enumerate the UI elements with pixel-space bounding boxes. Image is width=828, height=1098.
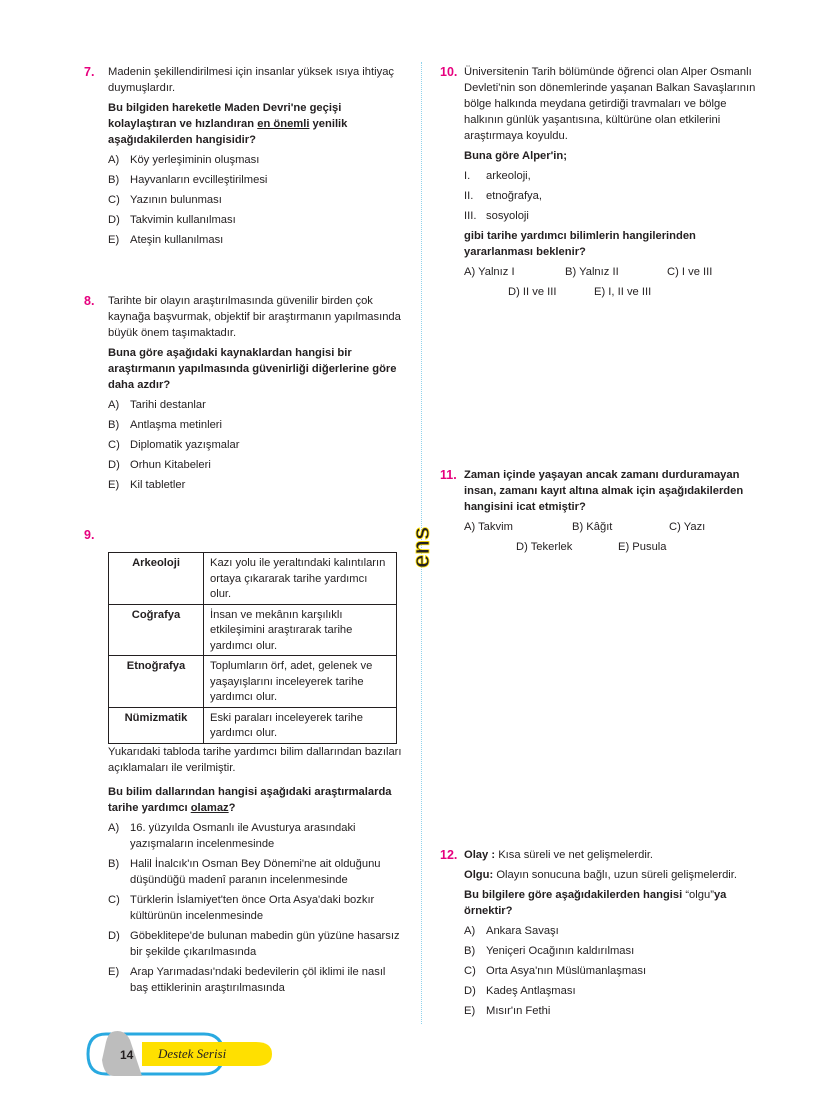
- option: E) I, II ve III: [594, 286, 652, 298]
- option: E) Ateşin kullanılması: [108, 234, 224, 246]
- question-prompt: Zaman içinde yaşayan ancak zamanı durduramayan insan, zamanı kayıt altına almak için aşağıdakilerden hangisini icat etmiştir?: [464, 469, 744, 513]
- question-12: [440, 847, 760, 1023]
- option: B) Hayvanların evcilleştirilmesi: [108, 174, 268, 186]
- option: A) Yalnız I: [464, 266, 515, 278]
- question-10: [440, 64, 760, 304]
- svg-text:ens: ens: [408, 526, 434, 568]
- option: A) Takvim: [464, 521, 513, 533]
- question-11: [440, 467, 760, 559]
- question-prompt: Bu bilim dallarından hangisi aşağıdaki araştırmalarda tarihe yardımcı olamaz?: [108, 785, 392, 814]
- definition-olgu: Olgu: Olayın sonucuna bağlı, uzun süreli gelişmelerdir.: [464, 869, 737, 881]
- option: C) Yazı: [669, 521, 706, 533]
- question-stem: Üniversitenin Tarih bölümünde öğrenci olan Alper Osmanlı Devleti'nin son dönemlerinde yaşanan Balkan Savaşlarının bölge halkında meydana getirdiği travmaları ve bölge halkının günlük yaşantısına, kültürüne olan etkilerini araştırmaya koyuldu.: [464, 66, 756, 142]
- question-9: [84, 527, 404, 1000]
- question-prompt: Bu bilgiden hareketle Maden Devri'ne geçişi kolaylaştıran ve hızlandıran en önemli yenilik aşağıdakilerden hangisidir?: [108, 102, 348, 146]
- option: B) Antlaşma metinleri: [108, 419, 223, 431]
- question-number: 8.: [84, 294, 95, 308]
- options-row: [464, 284, 760, 300]
- option: E) Pusula: [618, 541, 667, 553]
- table-row: Nümizmatik Eski paraları inceleyerek tarihe yardımcı olur.: [109, 707, 397, 743]
- options: [108, 152, 404, 248]
- question-stem: Tarihte bir olayın araştırılmasında güvenilir birden çok kaynağa başvurmak, objektif bir araştırmanın yapılmasında büyük önem taşımaktadır.: [108, 295, 401, 339]
- option: D) Orhun Kitabeleri: [108, 459, 211, 471]
- question-prompt: Bu bilgilere göre aşağıdakilerden hangisi “olgu”ya örnektir?: [464, 889, 727, 917]
- option: E) Mısır'ın Fethi: [464, 1005, 551, 1017]
- question-7: [84, 64, 404, 252]
- option: E) Arap Yarımadası'ndaki bedevilerin çöl iklimi ile nasıl baş ettiklerinin araştırılmasında: [108, 965, 386, 994]
- option: D) Tekerlek: [516, 541, 573, 553]
- question-number: 7.: [84, 65, 95, 79]
- options: [108, 820, 404, 996]
- option: A) Köy yerleşiminin oluşması: [108, 154, 260, 166]
- question-stem: Madenin şekillendirilmesi için insanlar yüksek ısıya ihtiyaç duymuşlardır.: [108, 66, 395, 94]
- question-prompt: gibi tarihe yardımcı bilimlerin hangilerinden yararlanması beklenir?: [464, 230, 696, 258]
- question-number: 10.: [440, 65, 458, 79]
- option: A) Ankara Savaşı: [464, 925, 559, 937]
- footer-badge: [84, 1030, 284, 1078]
- options-row: [464, 264, 760, 280]
- option: C) Diplomatik yazışmalar: [108, 439, 240, 451]
- table-row: Arkeoloji Kazı yolu ile yeraltındaki kalıntıların ortaya çıkararak tarihe yardımcı olur.: [109, 553, 397, 605]
- option: B) Kâğıt: [572, 521, 613, 533]
- option: B) Yalnız II: [565, 266, 619, 278]
- option: B) Yeniçeri Ocağının kaldırılması: [464, 945, 635, 957]
- options-row: [464, 539, 760, 555]
- page-footer: [84, 1030, 284, 1078]
- question-number: 12.: [440, 848, 458, 862]
- list-item: I. arkeoloji,: [464, 170, 531, 182]
- option: E) Kil tabletler: [108, 479, 186, 491]
- option: A) Tarihi destanlar: [108, 399, 206, 411]
- options-row: [464, 519, 760, 535]
- list-item: III. sosyoloji: [464, 210, 529, 222]
- option: B) Halil İnalcık'ın Osman Bey Dönemi'ne ait olduğunu düşündüğü madenî paranın incelenmesinde: [108, 857, 381, 886]
- option: D) Kadeş Antlaşması: [464, 985, 576, 997]
- option: C) Yazının bulunması: [108, 194, 222, 206]
- brand-logo: [408, 524, 434, 570]
- option: D) Takvimin kullanılması: [108, 214, 236, 226]
- option: C) Orta Asya'nın Müslümanlaşması: [464, 965, 647, 977]
- page-number: 14: [120, 1048, 134, 1062]
- option: D) II ve III: [508, 286, 557, 298]
- option: C) Türklerin İslamiyet'ten önce Orta Asya'daki bozkır kültürünün incelenmesinde: [108, 893, 375, 922]
- option: D) Göbeklitepe'de bulunan mabedin gün yüzüne hasarsız bir şekilde çıkarılmasında: [108, 929, 400, 958]
- options: [464, 923, 760, 1019]
- definition-olay: Olay : Kısa süreli ve net gelişmelerdir.: [464, 849, 654, 861]
- definition-table: [108, 552, 397, 744]
- options: [108, 397, 404, 493]
- question-stem: Yukarıdaki tabloda tarihe yardımcı bilim dallarından bazıları açıklamaları ile verilmiştir.: [108, 745, 402, 774]
- question-prompt: Buna göre aşağıdaki kaynaklardan hangisi bir araştırmanın yapılmasında güvenirliği diğerlerine göre daha azdır?: [108, 347, 397, 391]
- question-8: [84, 293, 404, 497]
- option: A) 16. yüzyılda Osmanlı ile Avusturya arasındaki yazışmaların incelenmesinde: [108, 821, 356, 850]
- question-lead: Buna göre Alper'in;: [464, 150, 567, 162]
- table-row: Coğrafya İnsan ve mekânın karşılıklı etkileşimini araştırarak tarihe yardımcı olur.: [109, 604, 397, 656]
- option: C) I ve III: [667, 266, 713, 278]
- question-number: 11.: [440, 468, 457, 482]
- question-number: 9.: [84, 528, 95, 542]
- table-row: Etnoğrafya Toplumların örf, adet, gelenek ve yaşayışlarını inceleyerek tarihe yardımcı olur.: [109, 656, 397, 708]
- series-name: Destek Serisi: [158, 1046, 227, 1061]
- list-item: II. etnoğrafya,: [464, 190, 542, 202]
